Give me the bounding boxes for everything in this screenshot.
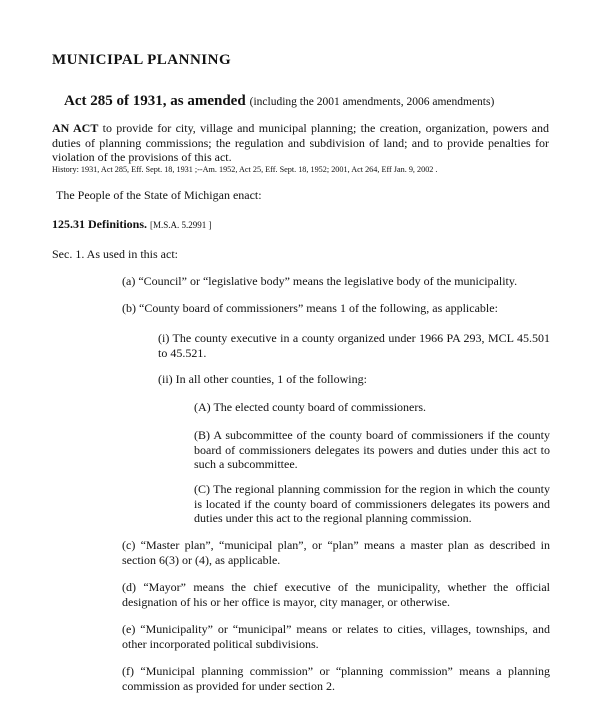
paragraph-b-ii-B: (B) A subcommittee of the county board of commissioners if the county board of commissioners delegates its powers and duties under this act to such a subcommittee. (194, 428, 550, 471)
section-intro: Sec. 1. As used in this act: (52, 247, 178, 261)
section-heading (52, 217, 212, 232)
enactment-clause: The People of the State of Michigan enact: (56, 188, 262, 202)
section-number-title: 125.31 Definitions. (52, 217, 148, 231)
paragraph-e: (e) “Municipality” or “municipal” means or relates to cities, villages, townships, and other incorporated political subdivisions. (122, 622, 550, 651)
paragraph-b-ii: (ii) In all other counties, 1 of the following: (158, 372, 367, 386)
document-title: MUNICIPAL PLANNING (52, 52, 232, 68)
act-description: to provide for city, village and municipal planning; the creation, organization, powers and duties of planning commissions; the regulation and subdivision of land; and to provide penalties for violation of the provisions of this act. (52, 121, 550, 164)
act-description-paragraph (52, 121, 549, 165)
paragraph-f: (f) “Municipal planning commission” or “planning commission” means a planning commission as provided for under section 2. (122, 664, 550, 693)
act-heading-note: (including the 2001 amendments, 2006 amendments) (249, 96, 495, 108)
paragraph-b-ii-A: (A) The elected county board of commissioners. (194, 400, 427, 414)
history-line: History: 1931, Act 285, Eff. Sept. 18, 1931 ;--Am. 1952, Act 25, Eff. Sept. 18, 1952; 2001, Act 264, Eff Jan. 9, 2002 . (52, 165, 438, 174)
paragraph-c: (c) “Master plan”, “municipal plan”, or “plan” means a master plan as described in section 6(3) or (4), as applicable. (122, 538, 550, 567)
paragraph-b-i: (i) The county executive in a county organized under 1966 PA 293, MCL 45.501 to 45.521. (158, 331, 550, 360)
act-lead: AN ACT (52, 121, 99, 135)
act-heading: Act 285 of 1931, as amended (64, 93, 246, 109)
paragraph-d: (d) “Mayor” means the chief executive of the municipality, whether the official designation of his or her office is mayor, city manager, or otherwise. (122, 580, 550, 609)
section-msa-reference: [M.S.A. 5.2991 ] (150, 220, 212, 230)
paragraph-a: (a) “Council” or “legislative body” means the legislative body of the municipality. (122, 274, 518, 288)
act-heading-line (64, 92, 584, 110)
paragraph-b-ii-C: (C) The regional planning commission for the region in which the county is located if the county board of commissioners delegates its powers and duties under this act to the regional planning commission. (194, 482, 550, 525)
paragraph-b: (b) “County board of commissioners” means 1 of the following, as applicable: (122, 301, 498, 315)
